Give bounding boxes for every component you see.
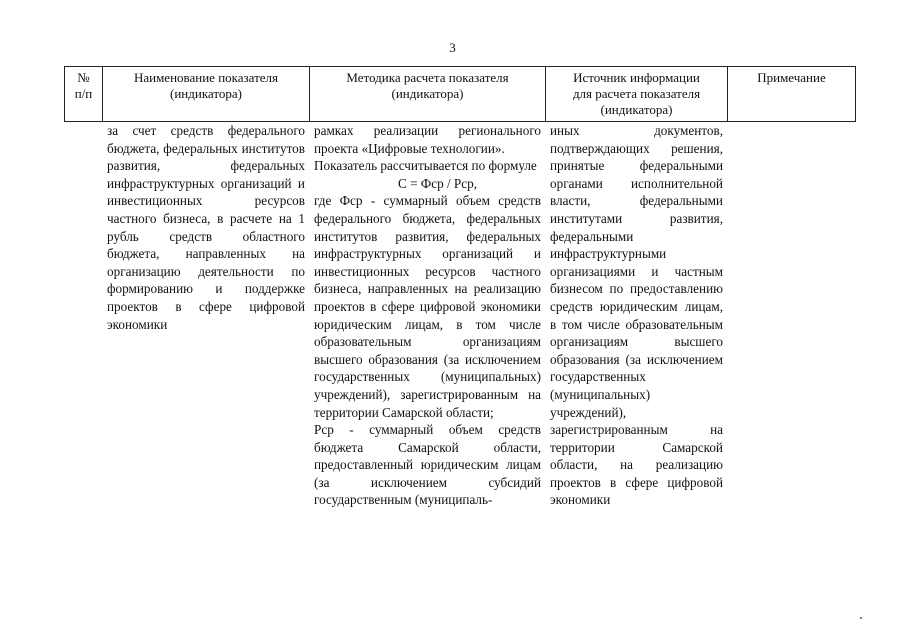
scan-dot xyxy=(860,617,862,619)
method-r-definition: Рср - суммарный объем средств бюджета Самарской области, предоставленный юридическим лицам (за исключением субсидий государственным (муниципаль- xyxy=(314,422,541,508)
table-header-row xyxy=(65,67,856,122)
cell-indicator-name: за счет средств федерального бюджета, федеральных институтов развития, федеральных инфраструктурных организаций и инвестиционных ресурсов частного бизнеса, в расчете на 1 рубль средств областного бюджета, направленных на организацию деятельности по формированию и поддержке проектов в сфере цифровой экономики xyxy=(107,123,305,332)
cell-num xyxy=(65,122,103,510)
method-phi-definition: где Фср - суммарный объем средств федерального бюджета, федеральных институтов развития, федеральных инфраструктурных организаций и инвестиционных ресурсов частного бизнеса, направленных на реализацию проектов в сфере цифровой экономики юридическим лицам, в том числе образовательным организациям высшего образования (за исключением государственных (муниципальных) учреждений), зарегистрированным на территории Самарской области; xyxy=(314,193,541,420)
header-information-source: Источник информации для расчета показателя (индикатора) xyxy=(546,67,728,122)
cell-information-source: иных документов, подтверждающих решения, принятые федеральными органами исполнительной власти, федеральными институтами развития, федеральными инфраструктурными организациями и частным бизнесом по предоставлению средств юридическим лицам, в том числе образовательным организациям высшего образования (за исключением государственных (муниципальных) учреждений), зарегистрированным на территории Самарской области, на реализацию проектов в сфере цифровой экономики xyxy=(550,123,723,508)
indicator-table xyxy=(64,66,856,509)
header-calculation-method: Методика расчета показателя (индикатора) xyxy=(310,67,546,122)
cell-note xyxy=(728,122,856,510)
method-formula: С = Фср / Рср, xyxy=(397,175,478,191)
page-number: 3 xyxy=(449,40,456,55)
method-formula-intro: Показатель рассчитывается по формуле xyxy=(314,158,537,174)
header-note: Примечание xyxy=(728,67,856,122)
cell-calculation-method xyxy=(310,122,546,510)
header-num: № п/п xyxy=(65,67,103,122)
header-indicator-name: Наименование показателя (индикатора) xyxy=(103,67,310,122)
table-row xyxy=(65,122,856,510)
method-intro: рамках реализации регионального проекта «Цифровые технологии». xyxy=(314,123,541,156)
